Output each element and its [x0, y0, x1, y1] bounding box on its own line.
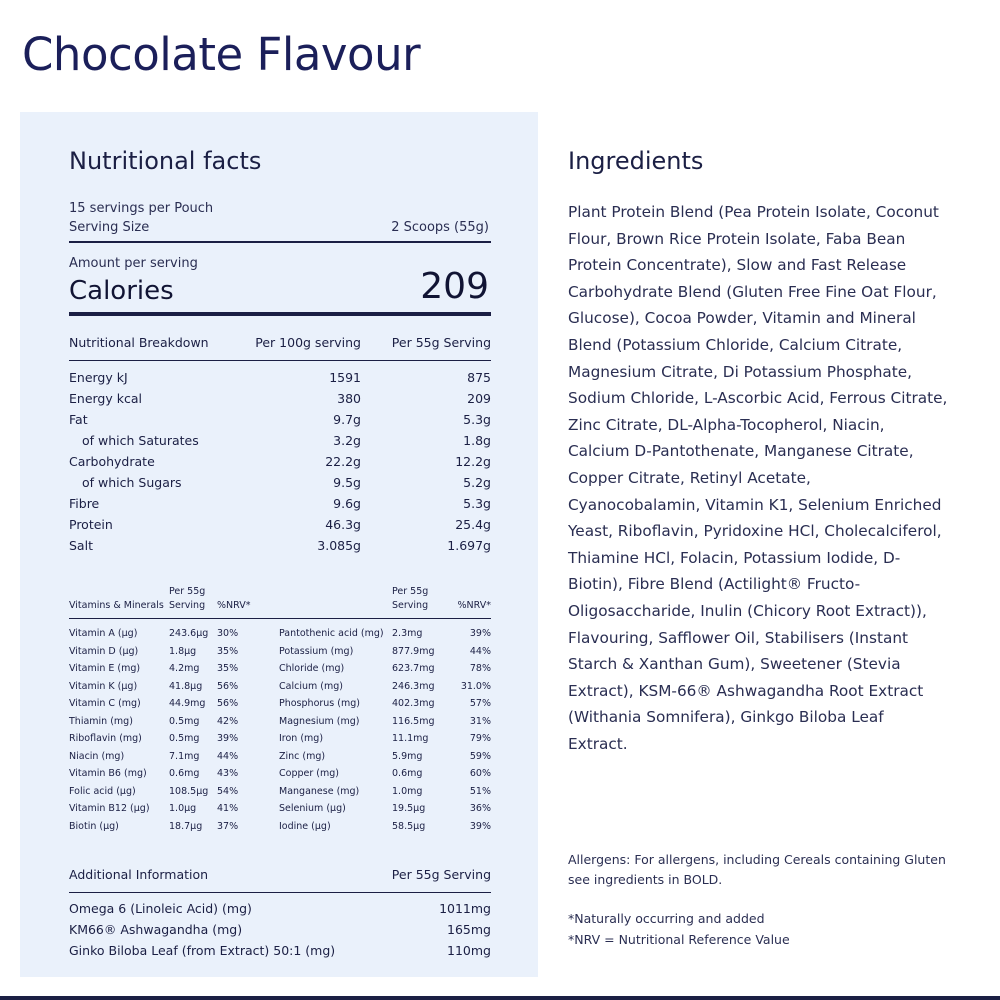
mineral-amount: 2.3mg [392, 628, 423, 640]
mineral-nrv: 59% [469, 750, 491, 762]
additional-value: 110mg [447, 943, 491, 958]
breakdown-nutrient: Carbohydrate [69, 454, 155, 469]
footnote-nrv: *NRV = Nutritional Reference Value [568, 932, 790, 947]
breakdown-nutrient: Salt [69, 538, 93, 553]
calories-label: Calories [69, 276, 174, 306]
mineral-nrv: 51% [469, 785, 491, 797]
mineral-amount: 19.5µg [392, 803, 426, 815]
vitamin-amount: 18.7µg [169, 820, 203, 832]
vitamin-amount: 1.8µg [169, 645, 197, 657]
vitamin-nrv: 56% [217, 680, 239, 692]
vitamin-nrv: 56% [217, 698, 239, 710]
vitamin-amount: 41.8µg [169, 680, 203, 692]
vitamin-nrv: 44% [217, 750, 239, 762]
breakdown-header-name: Nutritional Breakdown [69, 332, 247, 361]
mineral-name: Iodine (µg) [279, 820, 331, 832]
mineral-nrv: 36% [469, 803, 491, 815]
mineral-nrv: 39% [469, 820, 491, 832]
vitamin-name: Thiamin (mg) [69, 715, 133, 727]
vitamin-amount: 4.2mg [169, 663, 200, 675]
vitamin-row [69, 713, 491, 731]
vitamin-name: Niacin (mg) [69, 750, 125, 762]
additional-header-per55: Per 55g Serving [376, 863, 491, 893]
additional-row [69, 940, 491, 961]
mineral-name: Phosphorus (mg) [279, 698, 360, 710]
vitamin-amount: 0.5mg [169, 715, 200, 727]
breakdown-row [69, 472, 491, 493]
mineral-nrv: 60% [469, 768, 491, 780]
vitamin-nrv: 35% [217, 663, 239, 675]
vitamin-nrv: 30% [217, 628, 239, 640]
breakdown-per100: 9.6g [333, 496, 361, 511]
vitamin-name: Vitamin C (mg) [69, 698, 141, 710]
breakdown-per100: 46.3g [325, 517, 361, 532]
breakdown-per55: 1.8g [463, 433, 491, 448]
calories-value: 209 [420, 266, 489, 307]
additional-name: Ginko Biloba Leaf (from Extract) 50:1 (mg) [69, 943, 336, 958]
ingredients-heading: Ingredients [568, 147, 704, 175]
breakdown-per55: 875 [467, 370, 491, 385]
breakdown-nutrient: of which Saturates [82, 433, 199, 448]
vitamin-nrv: 35% [217, 645, 239, 657]
vitamin-row [69, 678, 491, 696]
mineral-name: Magnesium (mg) [279, 715, 360, 727]
breakdown-row [69, 514, 491, 535]
breakdown-nutrient: Energy kJ [69, 370, 128, 385]
vitamin-nrv: 37% [217, 820, 239, 832]
mineral-name: Pantothenic acid (mg) [279, 628, 384, 640]
mineral-nrv: 31.0% [460, 680, 491, 692]
breakdown-per55: 1.697g [447, 538, 491, 553]
breakdown-nutrient: of which Sugars [82, 475, 182, 490]
mineral-nrv: 78% [469, 663, 491, 675]
vitamin-row [69, 643, 491, 661]
mineral-name: Zinc (mg) [279, 750, 326, 762]
additional-header-name: Additional Information [69, 863, 376, 893]
mineral-amount: 11.1mg [392, 733, 429, 745]
breakdown-nutrient: Fat [69, 412, 88, 427]
mineral-amount: 246.3mg [392, 680, 435, 692]
breakdown-nutrient: Protein [69, 517, 113, 532]
breakdown-per100: 9.5g [333, 475, 361, 490]
vitamin-amount: 1.0µg [169, 803, 197, 815]
vitamin-amount: 243.6µg [169, 628, 209, 640]
additional-name: Omega 6 (Linoleic Acid) (mg) [69, 901, 252, 916]
breakdown-row [69, 430, 491, 451]
breakdown-per100: 22.2g [325, 454, 361, 469]
additional-information-table [69, 863, 491, 961]
vitamin-row [69, 818, 491, 836]
mineral-amount: 116.5mg [392, 715, 435, 727]
additional-row [69, 919, 491, 940]
nutritional-breakdown-table [69, 332, 491, 556]
breakdown-per55: 5.3g [463, 412, 491, 427]
vitamin-name: Vitamin E (mg) [69, 663, 141, 675]
ingredients-text: Plant Protein Blend (Pea Protein Isolate, Coconut Flour, Brown Rice Protein Isolate, Faba Bean Protein Concentrate), Slow and Fast Release Carbohydrate Blend (Gluten Free Fine Oat Flour, Glucose), Cocoa Powder, Vitamin and Mineral Blend (Potassium Chloride, Calcium Citrate, Magnesium Citrate, Di Potassium Phosphate, Sodium Chloride, L-Ascorbic Acid, Ferrous Citrate, Zinc Citrate, DL-Alpha-Tocopherol, Niacin, Calcium D-Pantothenate, Manganese Citrate, Copper Citrate, Retinyl Acetate, Cyanocobalamin, Vitamin K1, Selenium Enriched Yeast, Riboflavin, Pyridoxine HCl, Cholecalciferol, Thiamine HCl, Folacin, Potassium Iodide, D-Biotin), Fibre Blend (Actilight® Fructo-Oligosaccharide, Inulin (Chicory Root Extract)), Flavouring, Safflower Oil, Stabilisers (Instant Starch & Xanthan Gum), Sweetener (Stevia Extract), KSM-66® Ashwagandha Root Extract (Withania Somnifera), Ginkgo Biloba Leaf Extract. [568, 203, 948, 753]
allergens-note: Allergens: For allergens, including Cereals containing Gluten see ingredients in BOLD. [568, 852, 946, 887]
vitamins-header-amount: Per 55g Serving [169, 585, 217, 619]
vitamin-nrv: 39% [217, 733, 239, 745]
mineral-name: Copper (mg) [279, 768, 339, 780]
breakdown-per100: 9.7g [333, 412, 361, 427]
vitamins-header-nrv: %NRV* [217, 585, 279, 619]
breakdown-per100: 1591 [329, 370, 361, 385]
vitamin-amount: 0.5mg [169, 733, 200, 745]
vitamin-row [69, 695, 491, 713]
breakdown-row [69, 409, 491, 430]
vitamin-amount: 7.1mg [169, 750, 200, 762]
vitamin-row [69, 660, 491, 678]
mineral-name: Manganese (mg) [279, 785, 360, 797]
mineral-nrv: 57% [469, 698, 491, 710]
vitamin-row [69, 800, 491, 818]
mineral-name: Calcium (mg) [279, 680, 343, 692]
mineral-amount: 5.9mg [392, 750, 423, 762]
vitamin-row [69, 748, 491, 766]
mineral-amount: 402.3mg [392, 698, 435, 710]
bottom-bar [0, 996, 1000, 1000]
vitamin-name: Riboflavin (mg) [69, 733, 142, 745]
minerals-header-name [279, 585, 392, 619]
vitamin-name: Folic acid (µg) [69, 785, 136, 797]
mineral-name: Iron (mg) [279, 733, 324, 745]
breakdown-per55: 25.4g [455, 517, 491, 532]
vitamin-row [69, 730, 491, 748]
vitamin-name: Vitamin B6 (mg) [69, 768, 147, 780]
breakdown-header-per100: Per 100g serving [247, 332, 361, 361]
mineral-amount: 0.6mg [392, 768, 423, 780]
additional-row [69, 898, 491, 919]
breakdown-row [69, 535, 491, 556]
breakdown-per55: 5.2g [463, 475, 491, 490]
vitamin-name: Vitamin A (µg) [69, 628, 138, 640]
vitamin-name: Vitamin D (µg) [69, 645, 139, 657]
breakdown-row [69, 388, 491, 409]
vitamin-amount: 0.6mg [169, 768, 200, 780]
breakdown-nutrient: Energy kcal [69, 391, 142, 406]
vitamin-name: Vitamin B12 (µg) [69, 803, 150, 815]
vitamin-amount: 108.5µg [169, 785, 209, 797]
mineral-amount: 58.5µg [392, 820, 426, 832]
page-title: Chocolate Flavour [22, 28, 421, 81]
additional-value: 1011mg [439, 901, 491, 916]
mineral-amount: 1.0mg [392, 785, 423, 797]
serving-size-label: Serving Size [69, 220, 150, 235]
mineral-name: Potassium (mg) [279, 645, 354, 657]
mineral-amount: 877.9mg [392, 645, 435, 657]
nutrition-heading: Nutritional facts [69, 147, 262, 175]
mineral-amount: 623.7mg [392, 663, 435, 675]
vitamin-nrv: 43% [217, 768, 239, 780]
vitamin-nrv: 54% [217, 785, 239, 797]
serving-size-value: 2 Scoops (55g) [391, 220, 489, 235]
breakdown-row [69, 451, 491, 472]
minerals-header-nrv: %NRV* [442, 585, 491, 619]
mineral-name: Selenium (µg) [279, 803, 346, 815]
breakdown-per100: 380 [337, 391, 361, 406]
breakdown-per100: 3.2g [333, 433, 361, 448]
footnote-naturally-occurring: *Naturally occurring and added [568, 911, 765, 926]
breakdown-per55: 5.3g [463, 496, 491, 511]
servings-per-pouch: 15 servings per Pouch [69, 201, 214, 216]
breakdown-header-per55: Per 55g Serving [361, 332, 491, 361]
thick-divider [69, 312, 491, 316]
divider [69, 241, 491, 243]
breakdown-per55: 209 [467, 391, 491, 406]
vitamin-name: Vitamin K (µg) [69, 680, 138, 692]
vitamin-row [69, 765, 491, 783]
additional-name: KM66® Ashwagandha (mg) [69, 922, 243, 937]
vitamin-name: Biotin (µg) [69, 820, 119, 832]
vitamin-amount: 44.9mg [169, 698, 206, 710]
mineral-nrv: 31% [469, 715, 491, 727]
breakdown-row [69, 493, 491, 514]
mineral-name: Chloride (mg) [279, 663, 345, 675]
mineral-nrv: 44% [469, 645, 491, 657]
minerals-header-amount: Per 55g Serving [392, 585, 442, 619]
vitamin-row [69, 783, 491, 801]
vitamins-minerals-table [69, 585, 491, 835]
vitamin-row [69, 625, 491, 643]
breakdown-row [69, 367, 491, 388]
mineral-nrv: 39% [469, 628, 491, 640]
breakdown-per100: 3.085g [317, 538, 361, 553]
mineral-nrv: 79% [469, 733, 491, 745]
vitamin-nrv: 42% [217, 715, 239, 727]
additional-value: 165mg [447, 922, 491, 937]
breakdown-nutrient: Fibre [69, 496, 100, 511]
vitamin-nrv: 41% [217, 803, 239, 815]
vitamins-header-name: Vitamins & Minerals [69, 585, 169, 619]
breakdown-per55: 12.2g [455, 454, 491, 469]
amount-per-serving: Amount per serving [69, 256, 198, 271]
